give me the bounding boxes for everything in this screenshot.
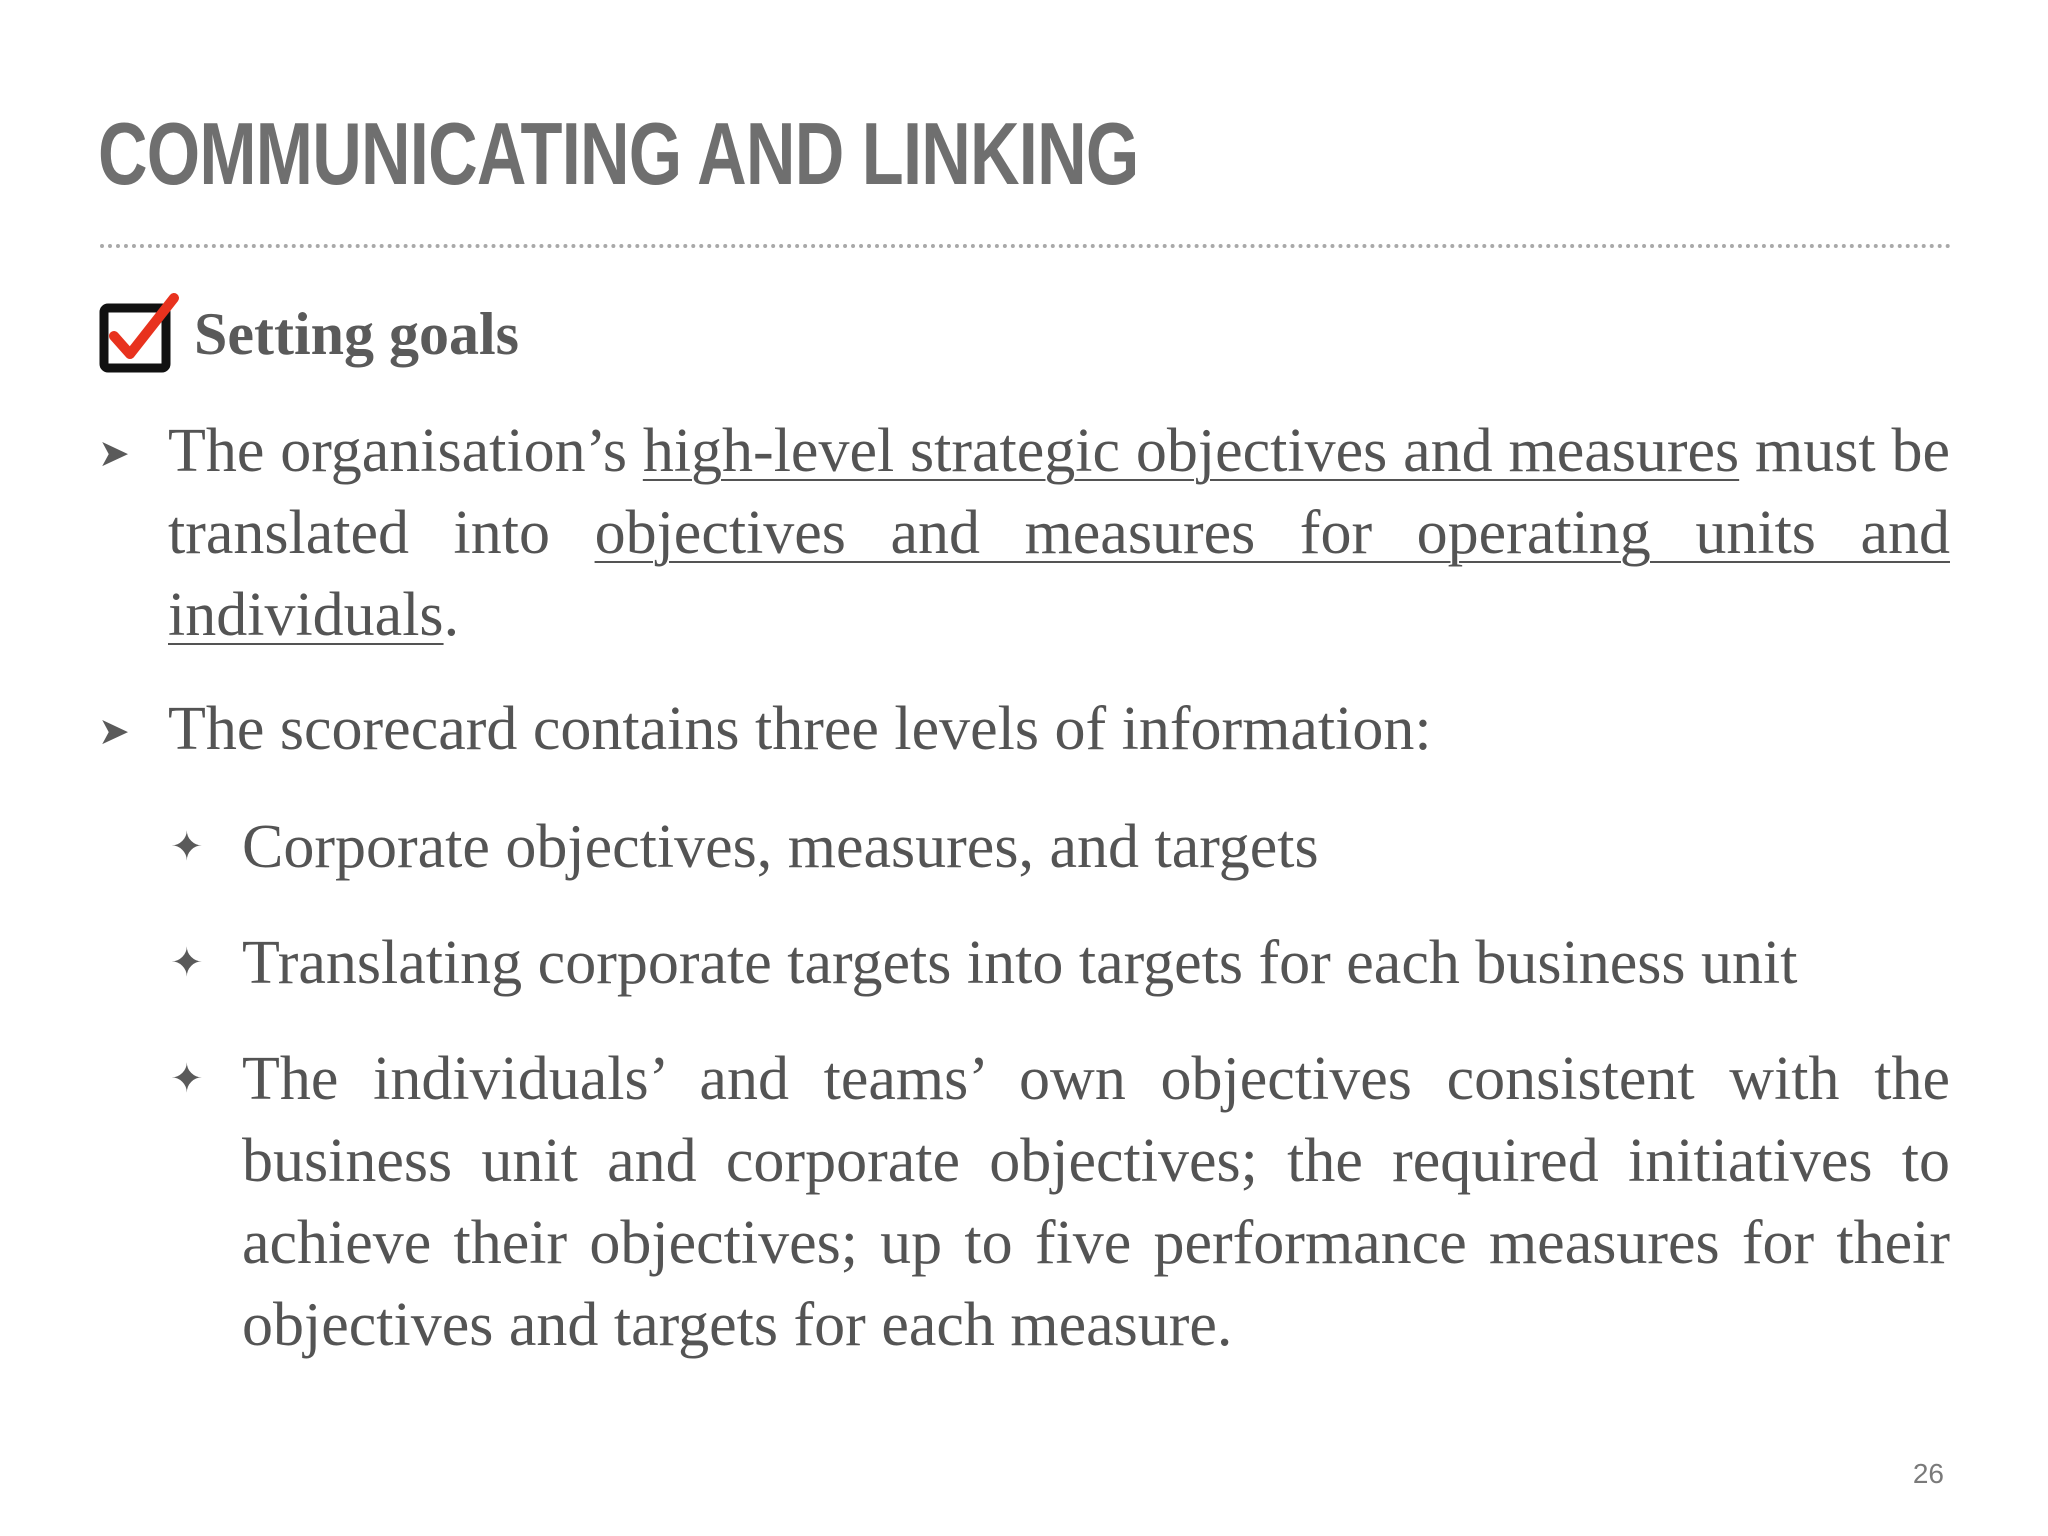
checkbox-checked-icon: [98, 292, 182, 376]
star-bullet-icon: ✦: [170, 1056, 204, 1102]
title-divider: [100, 244, 1952, 248]
bullet-strategic-objectives: [98, 410, 1950, 656]
sub-item-individuals: [170, 1038, 1950, 1366]
bullet-text-middle: must be translated into: [168, 417, 1950, 567]
sub-item-corporate: [170, 806, 1950, 888]
bullet-text-end: .: [443, 581, 460, 649]
bullet-text-intro: The organisation’s: [168, 417, 643, 485]
bullet-text: The scorecard contains three levels of information:: [168, 695, 1432, 763]
underlined-phrase-high-level: high-level strategic objectives and measures: [642, 417, 1740, 485]
sub-item-business-unit: [170, 922, 1950, 1004]
star-bullet-icon: ✦: [170, 824, 204, 870]
arrow-bullet-icon: ➤: [98, 431, 130, 475]
arrow-bullet-icon: ➤: [98, 709, 130, 753]
sub-item-text: Corporate objectives, measures, and targets: [242, 813, 1319, 881]
star-bullet-icon: ✦: [170, 940, 204, 986]
bullet-scorecard-levels: [98, 688, 1950, 770]
underlined-phrase-operating-units: objectives and measures for operating units and individuals: [168, 499, 1950, 649]
section-heading: [98, 292, 519, 376]
section-heading-label: Setting goals: [194, 301, 520, 367]
slide-title: COMMUNICATING AND LINKING: [98, 104, 1139, 203]
sub-item-text: The individuals’ and teams’ own objectives consistent with the business unit and corporate objectives; the required initiatives to achieve their objectives; up to five performance measures for their objectives and targets for each measure.: [242, 1045, 1950, 1359]
page-number: 26: [1912, 1458, 1944, 1489]
sub-item-text: Translating corporate targets into targets for each business unit: [242, 929, 1798, 997]
